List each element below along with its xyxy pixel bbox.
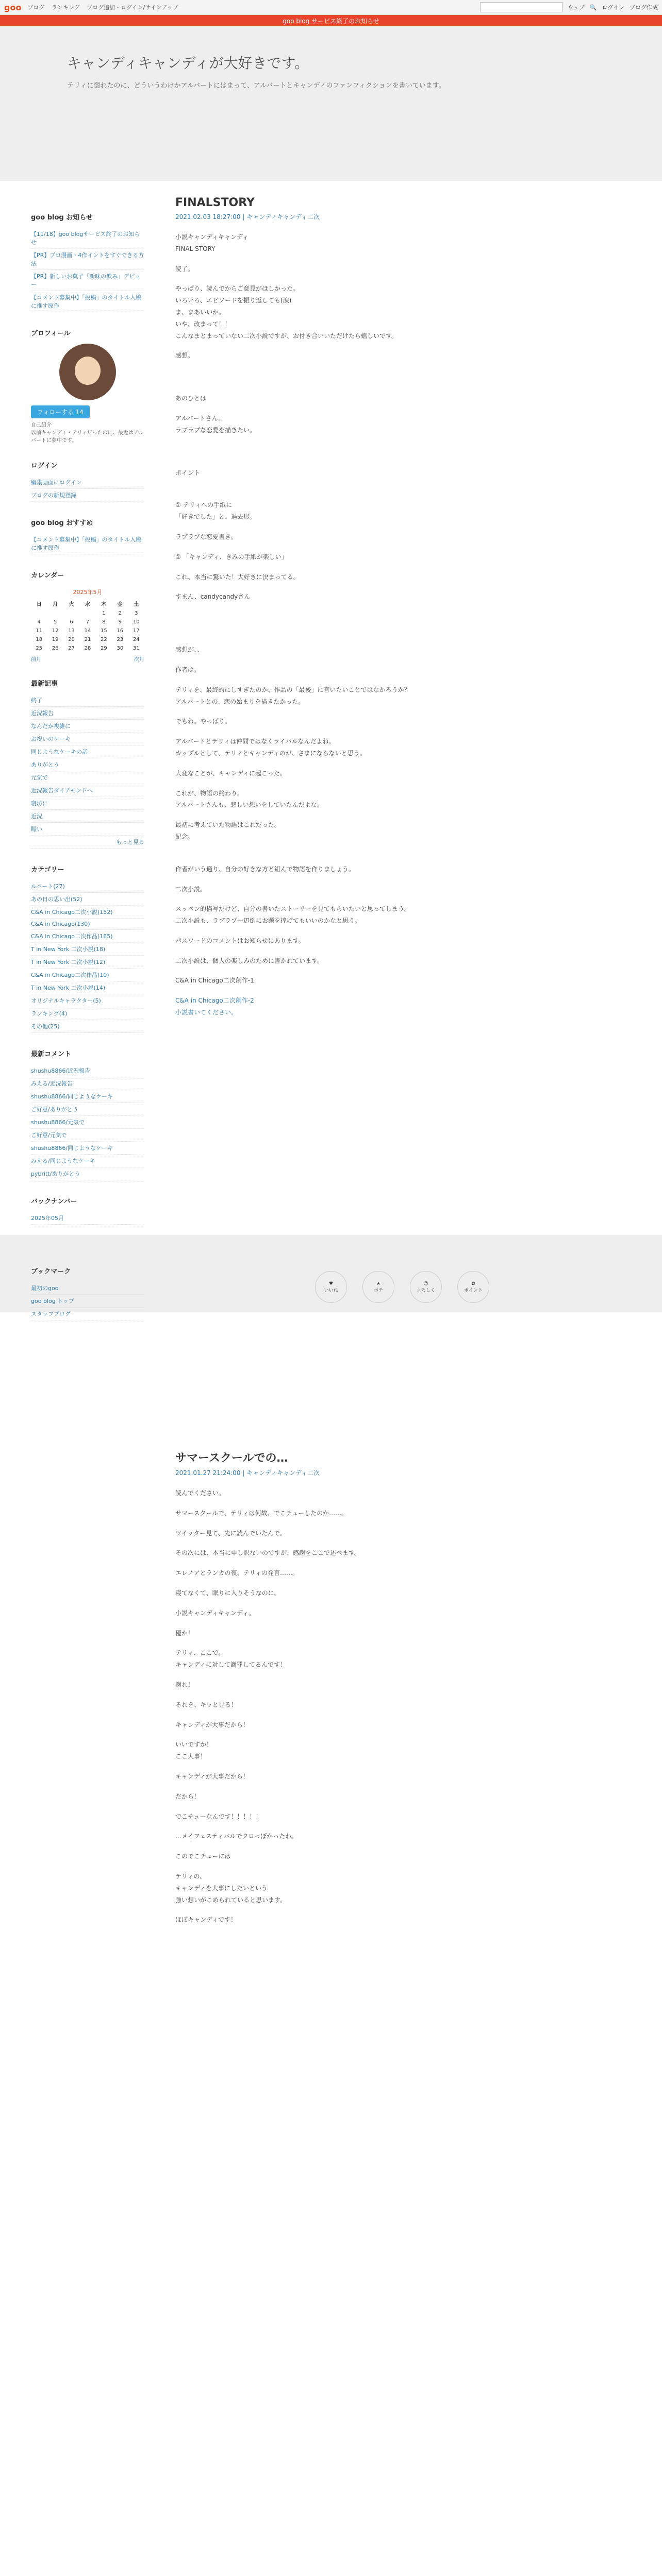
recent-item[interactable]: なんだか複雑に (31, 720, 144, 733)
recent-item[interactable]: 近況 (31, 810, 144, 823)
blog-subtitle: テリィに惚れたのに、どういうわけかアルバートにはまって、アルバートとキャンディのファンフィクションを書いています。 (67, 82, 445, 90)
login-list (31, 476, 144, 502)
recent-list (31, 694, 144, 849)
notice-item[interactable]: 【PR】プロ漫画・4作イントをすぐできる方法 (31, 249, 144, 270)
comment-item[interactable]: ご好意/元気で (31, 1129, 144, 1142)
calendar-section-title: カレンダー (31, 572, 64, 580)
calendar-cell: 27 (68, 646, 75, 651)
follow-button-label: フォローする (37, 409, 74, 416)
post-body (175, 1487, 629, 1926)
notice-item[interactable]: 【コメント募集中】「投稿」のタイトル入稿に推す原作 (31, 291, 144, 312)
calendar-cell (47, 609, 63, 618)
calendar-cell: 15 (101, 628, 107, 634)
recent-item[interactable]: お祝いのケーキ (31, 733, 144, 745)
category-item[interactable]: オリジナルキャラクター(5) (31, 994, 144, 1007)
reaction-label: ポイント (464, 1287, 483, 1293)
post-paragraph: ① 「キャンディ、きみの手紙が楽しい」 (175, 553, 288, 561)
calendar-day-header: 火 (69, 602, 74, 607)
follow-count: 14 (75, 409, 84, 416)
star-icon: ★ (376, 1281, 381, 1286)
post-paragraph: ① テリィへの手紙に 「好きでした」と、過去形。 (175, 501, 256, 521)
notice-section-title: goo blog お知らせ (31, 214, 93, 222)
post-title[interactable]: サマースクールでの… (175, 1452, 288, 1465)
calendar-cell: 14 (84, 628, 91, 634)
main-content (175, 196, 629, 1225)
bookmark-area (0, 1250, 662, 1320)
calendar-cell: 3 (135, 611, 138, 616)
create-blog-link[interactable]: ブログ作成 (630, 4, 658, 11)
calendar-cell: 6 (70, 619, 73, 625)
comment-item[interactable]: pybritt/ありがとう (31, 1167, 144, 1180)
post-paragraph: すまん、candycandyさん (175, 593, 251, 601)
calendar-cell: 23 (117, 637, 124, 642)
post-paragraph: このでこチューには (175, 1853, 231, 1860)
backnumber-section-title: バックナンバー (31, 1198, 77, 1206)
calendar-cell: 9 (118, 619, 122, 625)
notice-item[interactable]: 【PR】新しいお菓子「新味の飲み」デビュー (31, 270, 144, 291)
post-paragraph: ほぼキャンディです！ (175, 1916, 237, 1924)
goo-logo[interactable]: goo (4, 2, 22, 12)
bookmark-item[interactable]: goo blog トップ (31, 1295, 144, 1308)
post-link[interactable]: 小説書いてください。 (175, 1009, 238, 1016)
post-paragraph: ツイッター見て、先に読んでいたんで。 (175, 1529, 286, 1537)
calendar-cell: 22 (101, 637, 107, 642)
post-paragraph: だから！ (175, 1792, 201, 1800)
service-notice-link[interactable]: goo blog サービス終了のお知らせ (283, 17, 379, 25)
profile-section-title: プロフィール (31, 330, 71, 337)
post-paragraph: 謝れ！ (175, 1681, 194, 1688)
recommend-item[interactable]: 【コメント募集中】「投稿」のタイトル入稿に推す原作 (31, 533, 144, 554)
post-paragraph: …メイフェスティバルでクロっぽかったわ。 (175, 1833, 297, 1840)
calendar-cell: 5 (53, 619, 57, 625)
post-paragraph: キャンディが大事だから！ (175, 1772, 250, 1780)
post-title[interactable]: FINALSTORY (175, 196, 255, 209)
calendar-cell: 8 (102, 619, 106, 625)
bookmark-list (31, 1282, 144, 1320)
calendar-cell (63, 609, 79, 618)
reaction-button[interactable] (457, 1271, 489, 1303)
post-link[interactable]: C&A in Chicago二次創作-2 (175, 997, 254, 1005)
bookmark-section-title: ブックマーク (31, 1268, 71, 1276)
calendar-cell: 16 (117, 628, 124, 634)
calendar-cell: 21 (84, 637, 91, 642)
post-paragraph: エレノアとランカの夜、テリィの発言……。 (175, 1569, 299, 1577)
post-paragraph: 感想。 (175, 352, 194, 360)
reaction-button[interactable] (315, 1271, 347, 1303)
post-paragraph: アルバートとテリィは仲間ではなくライバルなんだよね。 カップルとして、テリィとキャンディのが、さまにならないと思う。 (175, 738, 366, 757)
post-paragraph: スッペン的描写だけど、自分の書いたストーリーを見てもらいたいと思ってしまう。 二次小説も、ラブラブ一辺倒にお題を捧げてもいいのかなと思う。 (175, 905, 410, 925)
post-paragraph: 最初に考えていた物語はこれだった。 紀念。 (175, 821, 281, 840)
reaction-label: ポチ (373, 1287, 383, 1293)
recent-item[interactable]: 終了 (31, 694, 144, 707)
reaction-button[interactable] (362, 1271, 394, 1303)
recent-item[interactable]: 同じようなケーキの話 (31, 745, 144, 758)
calendar-cell: 24 (133, 637, 140, 642)
comment-section-title: 最新コメント (31, 1050, 72, 1058)
post-body (175, 231, 629, 1019)
post-paragraph: 寝てなくて、眠りに入りそうなのに。 (175, 1589, 280, 1597)
post-paragraph: 小説キャンディキャンディ。 (175, 1609, 255, 1617)
follow-button[interactable] (31, 405, 90, 418)
calendar-cell: 12 (52, 628, 59, 634)
post-paragraph: それを、キッと見る！ (175, 1701, 237, 1708)
category-item[interactable]: C&A in Chicago二次作品(185) (31, 930, 144, 943)
search-scope-select[interactable]: ウェブ (568, 4, 585, 11)
calendar-cell: 31 (133, 646, 140, 651)
flower-icon: ✿ (471, 1281, 475, 1286)
calendar-cell: 20 (68, 637, 75, 642)
comment-item[interactable]: みえる/同じようなケーキ (31, 1155, 144, 1167)
blog-title[interactable]: キャンディキャンディが大好きです。 (67, 55, 309, 72)
bookmark-item[interactable]: スタッフブログ (31, 1308, 144, 1320)
post-paragraph: サマースクールで、テリィは何故、でこチューしたのか……。 (175, 1509, 348, 1517)
bookmark-item[interactable]: 最初のgoo (31, 1282, 144, 1295)
recent-item[interactable]: 賑い (31, 823, 144, 836)
calendar-cell (79, 609, 95, 618)
post-paragraph: テリィの、 キャンディを大事にしたいという 強い想いがこめられていると思います。 (175, 1872, 287, 1904)
calendar-cell: 1 (102, 611, 106, 616)
post-paragraph: テリィ、ここで。 キャンディに対して謝罪してるんです！ (175, 1649, 287, 1669)
post-paragraph: 優か！ (175, 1629, 194, 1637)
post-paragraph: C&A in Chicago二次創作-1 (175, 977, 254, 985)
recent-item[interactable]: ありがとう (31, 758, 144, 771)
post-paragraph: やっぱり、読んでからご意見がほしかった。 いろいろ、エピソードを振り返しても(涙) ま、まあいいか。 いや、改まって！！ こんなまとまっていない二次小説ですが、お付き合いいただけたら嬉しいです。 (175, 285, 398, 340)
calendar-day-header: 水 (85, 602, 90, 607)
calendar-cell: 28 (84, 646, 91, 651)
calendar-day-header: 木 (101, 602, 107, 607)
share-area (175, 1250, 629, 1320)
category-list (31, 880, 144, 1033)
post-paragraph: 大変なことが、キャンディに起こった。 (175, 769, 286, 777)
comment-item[interactable]: みえる/近況報告 (31, 1077, 144, 1090)
calendar-day-header: 土 (134, 602, 139, 607)
category-item[interactable]: T in New York 二次小説(12) (31, 956, 144, 969)
calendar-cell: 13 (68, 628, 75, 634)
calendar-cell: 19 (52, 637, 59, 642)
calendar-day-header: 日 (36, 602, 42, 607)
post-paragraph: 作者は。 (175, 666, 201, 673)
login-section-title: ログイン (31, 462, 58, 470)
recent-item[interactable]: 近況報告ダイアモンドへ (31, 784, 144, 797)
top-links (27, 3, 183, 11)
service-notice-banner (0, 15, 662, 26)
post-paragraph: パスワードのコメントはお知らせにあります。 (175, 937, 305, 944)
calendar-cell: 2 (118, 611, 122, 616)
post-paragraph (175, 995, 629, 1019)
calendar-cell: 17 (133, 628, 140, 634)
calendar-cell: 30 (117, 646, 124, 651)
post-meta[interactable]: 2021.02.03 18:27:00 | キャンディキャンディ二次 (175, 213, 320, 221)
login-item[interactable]: 編集画面にログイン (31, 476, 144, 489)
post-paragraph: これが、物語の終わり。 アルバートさんも、悲しい想いをしていたんだよな。 (175, 789, 323, 809)
notice-list (31, 228, 144, 312)
calendar-day-header: 月 (53, 602, 58, 607)
post-paragraph: 作者がいう通り、自分の好きな方と組んで物語を作りましょう。 (175, 865, 355, 873)
post-paragraph: あのひとは (175, 395, 207, 402)
category-item[interactable]: あの日の思い出(52) (31, 893, 144, 906)
post-paragraph: 感想が、、 (175, 646, 204, 654)
category-item[interactable]: C&A in Chicago(130) (31, 919, 144, 930)
calendar-cell: 25 (36, 646, 43, 651)
post-paragraph: アルバートさん。 ラブラブな恋愛を描きたい。 (175, 414, 256, 434)
reaction-buttons (175, 1271, 629, 1303)
category-item[interactable]: その他(25) (31, 1020, 144, 1033)
comment-list (31, 1064, 144, 1180)
calendar-prev-link[interactable]: 前月 (31, 657, 41, 663)
recommend-list (31, 533, 144, 554)
category-section-title: カテゴリー (31, 866, 64, 874)
calendar-cell: 7 (86, 619, 90, 625)
post-paragraph: ポイント (175, 469, 201, 477)
page-body (0, 181, 662, 1225)
post-paragraph: 二次小説。 (175, 885, 207, 893)
comment-item[interactable]: shushu8866/同じようなケーキ (31, 1090, 144, 1103)
recommend-section-title: goo blog おすすめ (31, 519, 93, 527)
notice-item[interactable]: 【11/18】goo blogサービス終了のお知らせ (31, 228, 144, 249)
category-item[interactable]: T in New York 二次小説(14) (31, 981, 144, 994)
smile-icon: ☺ (423, 1281, 428, 1286)
calendar-cell: 4 (37, 619, 41, 625)
recent-item[interactable]: 寝坊に (31, 797, 144, 810)
search-icon[interactable]: 🔍 (589, 4, 597, 11)
recent-item[interactable]: 元気で (31, 771, 144, 784)
post-paragraph: 読んでください。 (175, 1489, 225, 1497)
comment-item[interactable]: shushu8866/元気で (31, 1116, 144, 1129)
backnumber-list (31, 1212, 144, 1225)
post-paragraph: でこチューなんです！！！！！ (175, 1812, 262, 1820)
post-paragraph: いいですか！ ここ大事！ (175, 1741, 213, 1760)
category-item[interactable]: T in New York 二次小説(18) (31, 943, 144, 956)
calendar-cell: 29 (101, 646, 107, 651)
blog-header (0, 26, 662, 181)
calendar-cell (31, 609, 47, 618)
comment-item[interactable]: ご好意/ありがとう (31, 1103, 144, 1116)
sidebar (31, 196, 144, 1225)
top-link-login[interactable]: ブログ追加・ログイン/サインアップ (87, 4, 178, 11)
category-item[interactable]: C&A in Chicago二次小説(152) (31, 906, 144, 919)
category-item[interactable]: ランキング(4) (31, 1007, 144, 1020)
category-item[interactable]: C&A in Chicago二次作品(10) (31, 969, 144, 981)
calendar-cell: 18 (36, 637, 43, 642)
calendar-day-header: 金 (117, 602, 123, 607)
search-input[interactable] (480, 2, 562, 12)
post-meta[interactable]: 2021.01.27 21:24:00 | キャンディキャンディ二次 (175, 1469, 320, 1477)
recent-item[interactable]: 近況報告 (31, 707, 144, 720)
post-paragraph: ラブラブな恋愛書き。 (175, 533, 237, 540)
post-paragraph: 読了。 (175, 265, 194, 273)
calendar-month: 2025年5月 (73, 589, 103, 596)
more-link[interactable]: もっと見る (31, 836, 144, 849)
reaction-button[interactable] (410, 1271, 442, 1303)
post-paragraph: その次には、本当に申し訳ないのですが、感謝をここで述べます。 (175, 1549, 361, 1557)
profile-bio: 以前キャンディ・テリィだったのに、最近はアルバートに夢中です。 (31, 430, 144, 444)
post-paragraph: 二次小説は、個人の楽しみのために書かれています。 (175, 957, 324, 964)
top-navigation-bar (0, 0, 662, 15)
reaction-label: いいね (324, 1287, 338, 1293)
post-article (175, 196, 629, 1019)
top-link-ranking[interactable]: ランキング (51, 4, 80, 11)
comment-item[interactable]: shushu8866/近況報告 (31, 1064, 144, 1077)
post-paragraph: これ、本当に驚いた！大好きに決まってる。 (175, 573, 300, 581)
category-item[interactable]: ルバート(27) (31, 880, 144, 893)
heart-icon: ♥ (328, 1281, 334, 1286)
login-link[interactable]: ログイン (602, 4, 624, 11)
post-paragraph: テリィを、最終的にしすぎたのか、作品の「最後」に言いたいことではなかろうか？ アルバートとの、恋の始まりを描きたかった。 (175, 686, 410, 705)
backnumber-item[interactable]: 2025年05月 (31, 1212, 144, 1225)
calendar-cell: 26 (52, 646, 59, 651)
comment-item[interactable]: shushu8866/同じようなケーキ (31, 1142, 144, 1155)
profile-name: 自己紹介 (31, 422, 52, 428)
login-item[interactable]: ブログの新規登録 (31, 489, 144, 502)
post-paragraph: キャンディが大事だから！ (175, 1721, 250, 1728)
calendar-next-link[interactable]: 次月 (134, 657, 144, 663)
top-right-area (480, 2, 658, 12)
post-paragraph: でもね。やっぱり。 (175, 718, 231, 725)
calendar-cell: 11 (36, 628, 43, 634)
recent-section-title: 最新記事 (31, 680, 58, 688)
post-article-2 (175, 1449, 629, 1926)
bookmark-sidebar (31, 1250, 144, 1320)
avatar (59, 344, 116, 400)
reaction-label: よろしく (416, 1287, 435, 1293)
post-paragraph: 小説キャンディキャンディ FINAL STORY (175, 233, 249, 252)
calendar-cell: 10 (133, 619, 140, 625)
top-link-blog[interactable]: ブログ (27, 4, 45, 11)
calendar (31, 586, 144, 653)
